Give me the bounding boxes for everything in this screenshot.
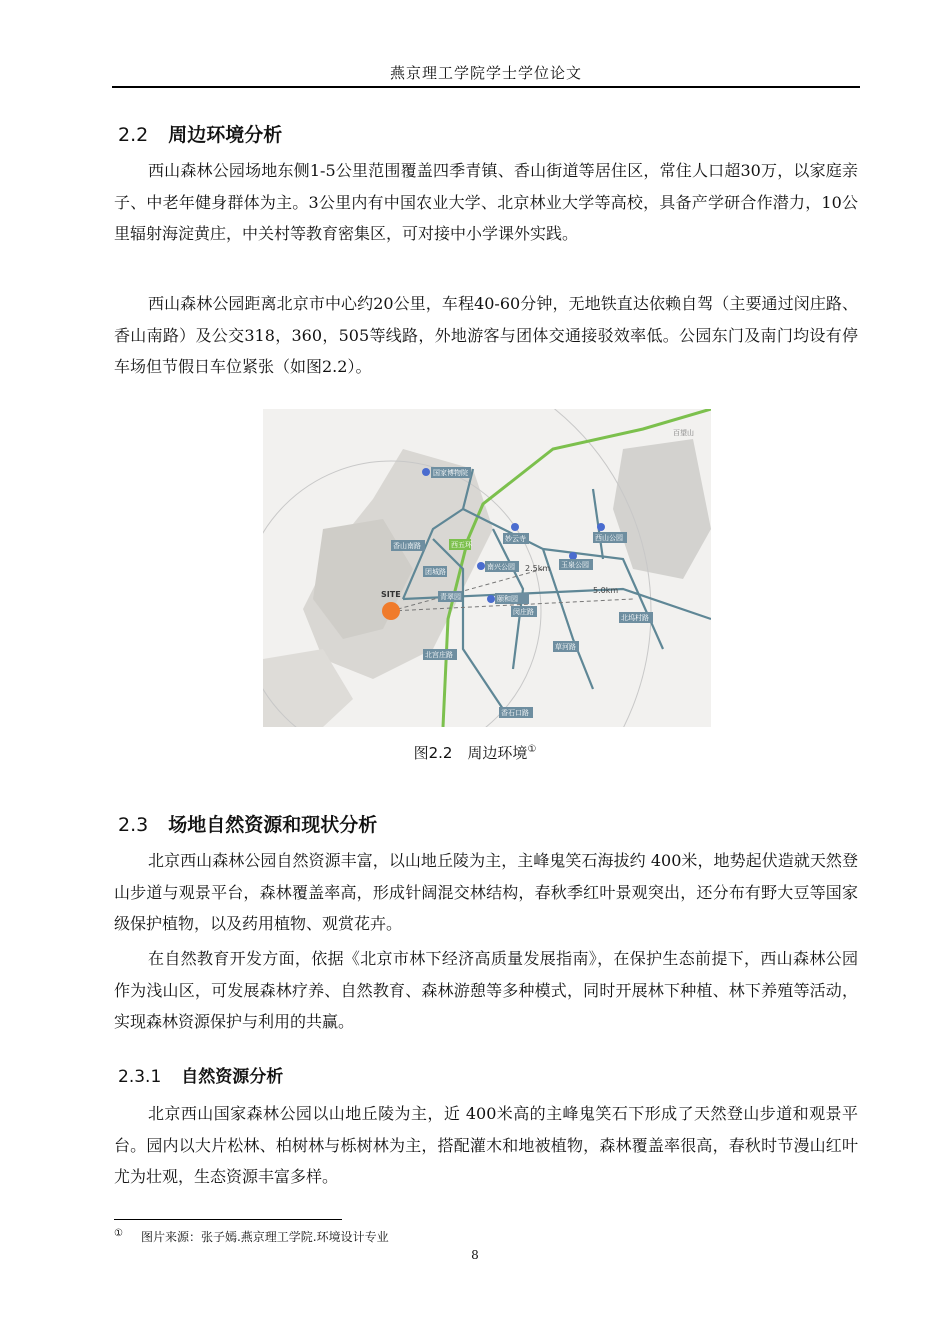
section-heading-2-3 bbox=[118, 810, 377, 837]
running-header: 燕京理工学院学士学位论文 bbox=[389, 64, 582, 82]
footnote-mark: ① bbox=[114, 1228, 123, 1239]
poi-label: 南兴公园 bbox=[487, 563, 515, 571]
urban-area bbox=[613, 439, 711, 579]
section-number: 2.3 bbox=[118, 814, 149, 836]
paragraph: 在自然教育开发方面，依据《北京市林下经济高质量发展指南》，在保护生态前提下，西山森林公园作为浅山区，可发展森林疗养、自然教育、森林游憩等多种模式，同时开展林下种植、林下养殖等活动，实现森林资源保护与利用的共赢。 bbox=[114, 949, 858, 1031]
section-title: 场地自然资源和现状分析 bbox=[168, 814, 378, 836]
poi-label: 妙云寺 bbox=[505, 535, 526, 543]
paragraph: 北京西山森林公园自然资源丰富，以山地丘陵为主，主峰鬼笑石海拔约 400米，地势起伏造就天然登山步道与观景平台，森林覆盖率高，形成针阔混交林结构，春秋季红叶景观突出，还分布有野大豆等国家级保护植物，以及药用植物、观赏花卉。 bbox=[114, 851, 858, 933]
poi-marker bbox=[477, 562, 485, 570]
site-label: SITE bbox=[381, 590, 401, 599]
caption-text: 图2.2 周边环境 bbox=[413, 744, 528, 762]
poi-label: 闵庄路 bbox=[513, 608, 534, 616]
poi-marker bbox=[597, 523, 605, 531]
surrounding-environment-map bbox=[263, 409, 711, 727]
footnote-rule bbox=[114, 1219, 342, 1220]
distance-label: 5.0km bbox=[593, 586, 619, 595]
section-heading-2-3-1 bbox=[118, 1062, 283, 1087]
header-rule bbox=[112, 86, 860, 88]
poi-label: 西五环 bbox=[451, 541, 472, 549]
poi-label: 百望山 bbox=[673, 429, 694, 437]
poi-marker bbox=[422, 468, 430, 476]
poi-marker bbox=[511, 523, 519, 531]
poi-label: 西山公园 bbox=[595, 534, 623, 542]
section-title: 周边环境分析 bbox=[168, 124, 283, 146]
poi-label: 北坞村路 bbox=[621, 614, 649, 622]
map-svg bbox=[263, 409, 711, 727]
poi-label: 颐和园 bbox=[497, 595, 518, 603]
section-heading-2-2 bbox=[118, 120, 282, 147]
figure-caption bbox=[0, 742, 950, 763]
poi-label: 北宫庄路 bbox=[425, 651, 453, 659]
poi-marker bbox=[569, 552, 577, 560]
poi-label: 团城路 bbox=[425, 568, 446, 576]
poi-label: 香石口路 bbox=[501, 709, 529, 717]
footnote bbox=[114, 1228, 389, 1245]
section-title: 自然资源分析 bbox=[181, 1067, 284, 1087]
footnote-text: 图片来源：张子嫣.燕京理工学院.环境设计专业 bbox=[140, 1230, 389, 1244]
section-number: 2.3.1 bbox=[118, 1067, 162, 1087]
paragraph: 西山森林公园距离北京市中心约20公里，车程40-60分钟，无地铁直达依赖自驾（主要通过闵庄路、香山南路）及公交318，360，505等线路，外地游客与团体交通接驳效率低。公园东门及南门均设有停车场但节假日车位紧张（如图2.2）。 bbox=[114, 294, 858, 376]
poi-label: 玉泉公园 bbox=[561, 561, 589, 569]
poi-label: 国家博物院 bbox=[433, 469, 468, 477]
poi-label: 香山南路 bbox=[393, 542, 421, 550]
paragraph: 西山森林公园场地东侧1-5公里范围覆盖四季青镇、香山街道等居住区，常住人口超30万，以家庭亲子、中老年健身群体为主。3公里内有中国农业大学、北京林业大学等高校，具备产学研合作潜力，10公里辐射海淀黄庄，中关村等教育密集区，可对接中小学课外实践。 bbox=[114, 161, 858, 243]
caption-footnote-mark: ① bbox=[527, 744, 537, 755]
site-marker bbox=[382, 602, 400, 620]
poi-label: 草河路 bbox=[555, 643, 576, 651]
paragraph: 北京西山国家森林公园以山地丘陵为主，近 400米高的主峰鬼笑石下形成了天然登山步道和观景平台。园内以大片松林、柏树林与栎树林为主，搭配灌木和地被植物，森林覆盖率很高，春秋时节漫山红叶尤为壮观，生态资源丰富多样。 bbox=[114, 1104, 858, 1186]
poi-label: 青翠园 bbox=[440, 593, 461, 601]
section-number: 2.2 bbox=[118, 124, 149, 146]
distance-label: 2.5km bbox=[525, 564, 551, 573]
page-number: 8 bbox=[471, 1248, 479, 1262]
poi-marker bbox=[487, 595, 495, 603]
